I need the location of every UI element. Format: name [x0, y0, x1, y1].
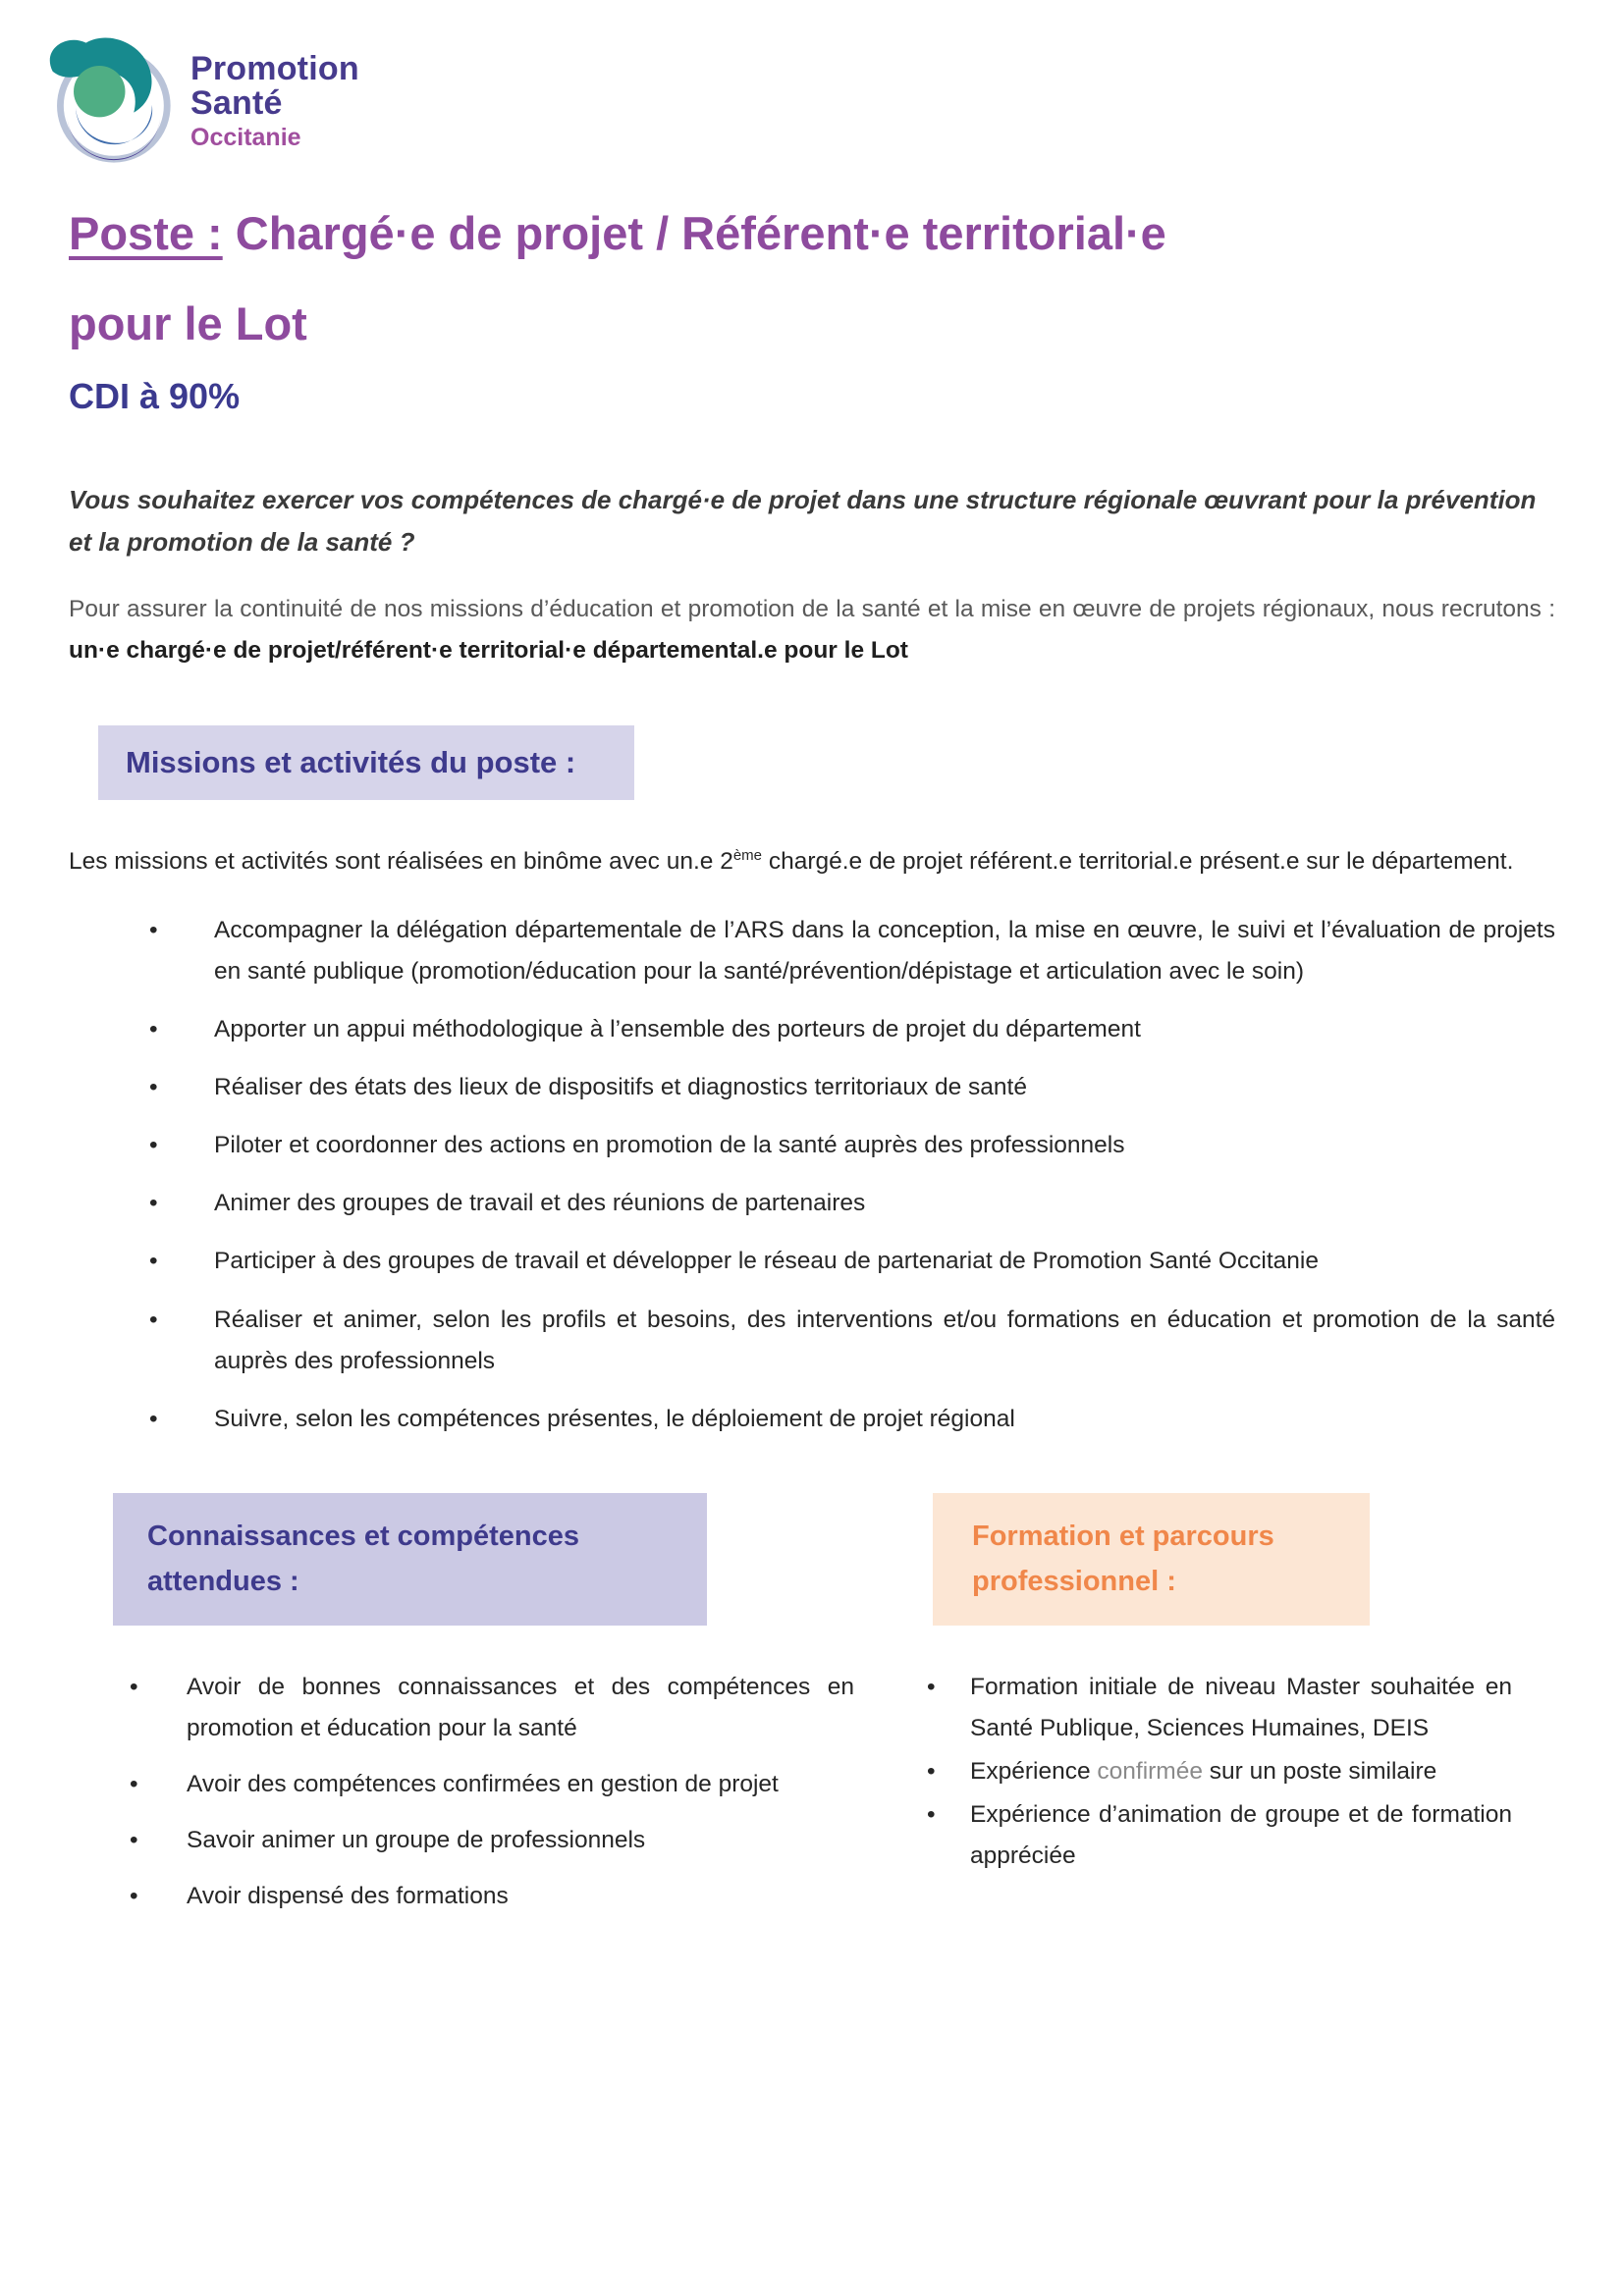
skills-column — [69, 1493, 854, 1932]
list-item: • Réaliser des états des lieux de dispositifs et diagnostics territoriaux de santé — [69, 1067, 1555, 1108]
title-rest: Chargé·e de projet / Référent·e territorial·e — [222, 207, 1166, 259]
logo-text — [190, 46, 359, 151]
list-item: • Participer à des groupes de travail et développer le réseau de partenariat de Promotion Santé Occitanie — [69, 1241, 1555, 1282]
list-item: • Apporter un appui méthodologique à l’ensemble des porteurs de projet du département — [69, 1009, 1555, 1050]
recruit-bold-text: un·e chargé·e de projet/référent·e territorial·e départemental.e pour le Lot — [69, 636, 908, 664]
list-item — [933, 1751, 1512, 1792]
skills-list — [69, 1667, 854, 1918]
recruit-paragraph — [69, 589, 1555, 671]
list-item: • Avoir des compétences confirmées en gestion de projet — [69, 1764, 854, 1805]
list-item: • Formation initiale de niveau Master souhaitée en Santé Publique, Sciences Humaines, DEIS — [933, 1667, 1512, 1749]
education-item-grey-text: confirmée — [1097, 1758, 1203, 1786]
swirl-logo-icon — [41, 31, 175, 165]
education-item-text: Expérience — [970, 1758, 1098, 1786]
education-column — [898, 1493, 1512, 1932]
title-line2: pour le Lot — [69, 296, 307, 349]
list-item: • Suivre, selon les compétences présentes, le déploiement de projet régional — [69, 1399, 1555, 1440]
education-list — [933, 1667, 1512, 1878]
education-heading: Formation et parcours professionnel : — [933, 1493, 1370, 1626]
missions-list — [69, 910, 1555, 1440]
list-item: • Savoir animer un groupe de professionnels — [69, 1820, 854, 1861]
two-column-section — [69, 1493, 1555, 1932]
list-item: • Avoir de bonnes connaissances et des compétences en promotion et éducation pour la santé — [69, 1667, 854, 1749]
logo — [41, 29, 1555, 167]
list-item: • Accompagner la délégation départementale de l’ARS dans la conception, la mise en œuvre, le suivi et l’évaluation de projets en santé publique (promotion/éducation pour la santé/prévention/dépistage et articulation avec le soin) — [69, 910, 1555, 992]
page-title — [69, 188, 1555, 368]
contract-type: CDI à 90% — [69, 376, 241, 417]
missions-section-heading: Missions et activités du poste : — [98, 725, 634, 800]
title-label: Poste : — [69, 207, 223, 259]
logo-region: Occitanie — [190, 124, 301, 152]
list-item: • Animer des groupes de travail et des réunions de partenaires — [69, 1183, 1555, 1224]
recruit-normal-text: Pour assurer la continuité de nos missions d’éducation et promotion de la santé et la mise en œuvre de projets régionaux, nous recrutons : — [69, 595, 1555, 622]
list-item: • Réaliser et animer, selon les profils et besoins, des interventions et/ou formations en éducation et promotion de la santé auprès des professionnels — [69, 1300, 1555, 1382]
missions-intro — [69, 841, 1555, 882]
missions-intro-text: Les missions et activités sont réalisées en binôme avec un.e 2 — [69, 847, 733, 875]
missions-intro-superscript: ème — [732, 846, 763, 864]
education-item-text-after: sur un poste similaire — [1202, 1758, 1437, 1786]
intro-question: Vous souhaitez exercer vos compétences de chargé·e de projet dans une structure régionale œuvrant pour la prévention et la promotion de la santé ? — [69, 485, 1537, 557]
list-item: • Expérience d’animation de groupe et de formation appréciée — [933, 1794, 1512, 1877]
list-item: • Piloter et coordonner des actions en promotion de la santé auprès des professionnels — [69, 1125, 1555, 1166]
logo-name-line1: Promotion — [190, 49, 359, 87]
list-item: • Avoir dispensé des formations — [69, 1876, 854, 1917]
title-line1 — [69, 188, 1555, 279]
logo-name-line2: Santé — [190, 84, 283, 122]
skills-heading: Connaissances et compétences attendues : — [113, 1493, 707, 1626]
missions-intro-text-after: chargé.e de projet référent.e territorial.e présent.e sur le département. — [762, 847, 1514, 875]
